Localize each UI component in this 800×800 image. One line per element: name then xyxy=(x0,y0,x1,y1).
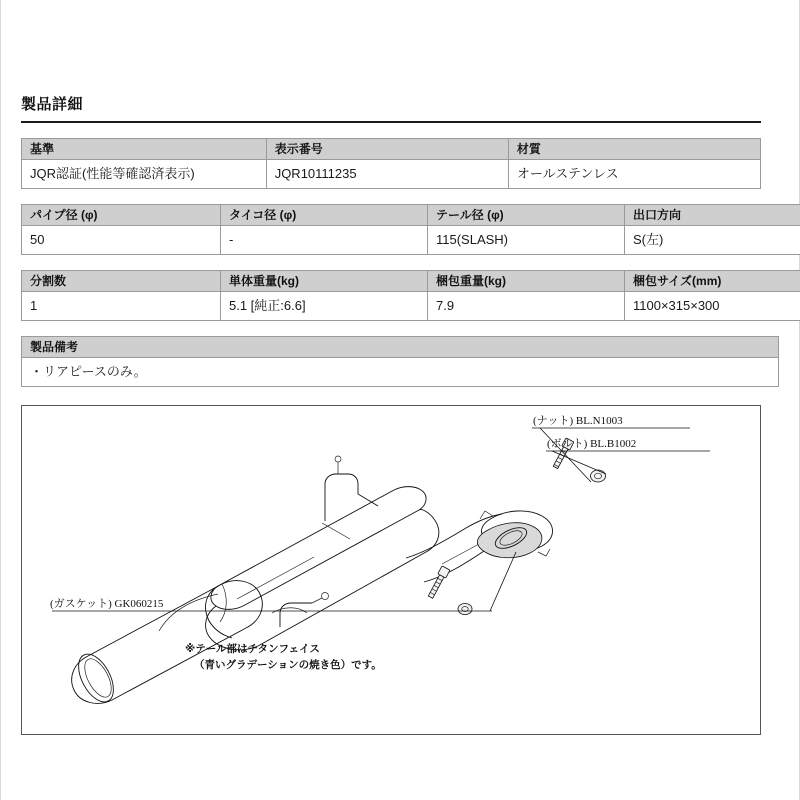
diagram-note-line-1: ※テール部はチタンフェイス xyxy=(185,643,320,655)
callout-leaders xyxy=(52,428,710,611)
column-header-drum-diameter: タイコ径 (φ) xyxy=(221,205,428,226)
cell-remarks: ・リアピースのみ。 xyxy=(22,358,779,387)
bolt-fastener-icon xyxy=(427,438,574,734)
column-header-package-weight: 梱包重量(kg) xyxy=(428,271,625,292)
column-header-outlet-direction: 出口方向 xyxy=(625,205,800,226)
page-title: 製品詳細 xyxy=(21,96,84,113)
callout-label-bolt: (ボルト) BL.B1002 xyxy=(547,438,637,450)
column-header-unit-weight: 単体重量(kg) xyxy=(221,271,428,292)
cell-display-number: JQR10111235 xyxy=(266,160,508,189)
muffler-body-icon xyxy=(206,487,439,650)
cell-unit-weight: 5.1 [純正:6.6] xyxy=(221,292,428,321)
cell-material: オールステンレス xyxy=(508,160,760,189)
callout-label-nut: (ナット) BL.N1003 xyxy=(533,415,623,427)
remarks-table xyxy=(21,336,779,387)
table-row xyxy=(22,160,761,189)
table-header-row xyxy=(22,139,761,160)
flange-gasket-icon xyxy=(477,511,552,558)
page-content xyxy=(21,0,761,387)
hanger-bracket-icon xyxy=(159,456,378,631)
table-row xyxy=(22,358,779,387)
cell-package-weight: 7.9 xyxy=(428,292,625,321)
callout-label-gasket: (ガスケット) GK060215 xyxy=(50,598,164,610)
certification-table xyxy=(21,138,761,189)
table-header-row xyxy=(22,271,800,292)
table-row xyxy=(22,226,800,255)
diagram-note-line-2: （青いグラデーションの焼き色）です。 xyxy=(194,659,382,671)
cell-split-count: 1 xyxy=(22,292,221,321)
cell-tail-diameter: 115(SLASH) xyxy=(428,226,625,255)
column-header-tail-diameter: テール径 (φ) xyxy=(428,205,625,226)
table-header-row xyxy=(22,337,779,358)
column-header-display-number: 表示番号 xyxy=(266,139,508,160)
cell-standard: JQR認証(性能等確認済表示) xyxy=(22,160,267,189)
column-header-material: 材質 xyxy=(508,139,760,160)
cell-outlet-direction: S(左) xyxy=(625,226,800,255)
column-header-split-count: 分割数 xyxy=(22,271,221,292)
product-diagram-frame xyxy=(21,405,761,735)
table-header-row xyxy=(22,205,800,226)
table-row xyxy=(22,292,800,321)
dimensions-table xyxy=(21,204,800,255)
weights-table xyxy=(21,270,800,321)
section-header xyxy=(21,96,761,123)
cell-pipe-diameter: 50 xyxy=(22,226,221,255)
muffler-diagram xyxy=(22,406,760,734)
column-header-package-size: 梱包サイズ(mm) xyxy=(625,271,800,292)
column-header-pipe-diameter: パイプ径 (φ) xyxy=(22,205,221,226)
column-header-remarks: 製品備考 xyxy=(22,337,779,358)
cell-drum-diameter: - xyxy=(221,226,428,255)
column-header-standard: 基準 xyxy=(22,139,267,160)
cell-package-size: 1100×315×300 xyxy=(625,292,800,321)
